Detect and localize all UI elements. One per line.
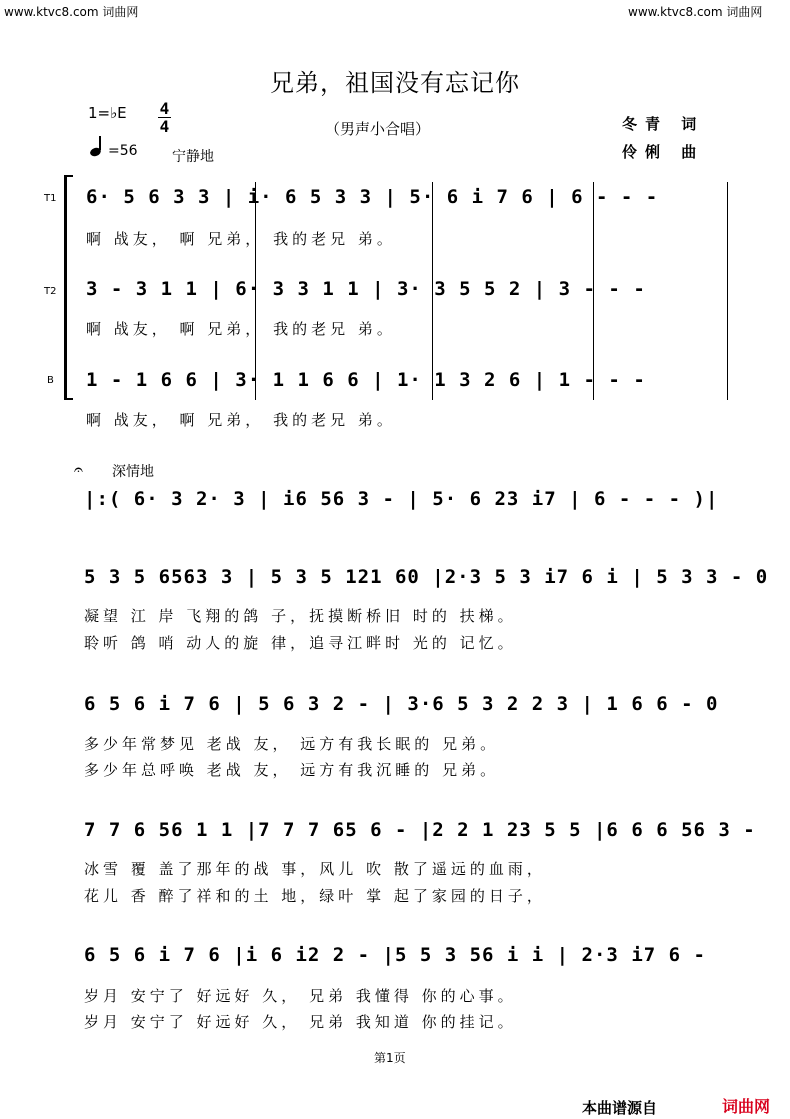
tempo-mark: =56 [108, 143, 138, 159]
part-label-t1: T1 [44, 193, 57, 204]
verse-line3-lyric-1: 冰雪 覆 盖了那年的战 事，风儿 吹 散了遥远的血雨， [84, 860, 546, 878]
source-note: 本曲谱源自 [582, 1099, 658, 1117]
b-notes: 1 - 1 6 6 | 3· 1 1 6 6 | 1· 1 3 2 6 | 1 - - - [86, 369, 646, 391]
song-title: 兄弟，祖国没有忘记你 [270, 69, 520, 97]
verse-line1-lyric-2: 聆听 鸽 哨 动人的旋 律，追寻江畔时 光的 记忆。 [84, 634, 517, 652]
verse-line3-lyric-2: 花儿 香 醉了祥和的土 地，绿叶 掌 起了家园的日子， [84, 887, 546, 905]
verse-line2-lyric-2: 多少年总呼唤 老战 友， 远方有我沉睡的 兄弟。 [84, 761, 500, 779]
barline-end [727, 182, 728, 400]
b-lyric: 啊 战友， 啊 兄弟， 我的老兄 弟。 [86, 411, 396, 429]
t2-notes: 3 - 3 1 1 | 6· 3 3 1 1 | 3· 3 5 5 2 | 3 - - - [86, 278, 646, 300]
verse-line2-lyric-1: 多少年常梦见 老战 友， 远方有我长眠的 兄弟。 [84, 735, 500, 753]
verse-line1-lyric-1: 凝望 江 岸 飞翔的鸽 子，抚摸断桥旧 时的 扶梯。 [84, 607, 517, 625]
verse-line3-notes: 7 7 6 56 1 1 |7 7 7 65 6 - |2 2 1 23 5 5 |6 6 6 56 3 - [84, 819, 756, 841]
intro-notes: |:( 6· 3 2· 3 | i6 56 3 - | 5· 6 23 i7 | 6 - - - )| [84, 488, 719, 510]
subtitle: （男声小合唱） [325, 120, 431, 138]
bracket-bottom-hook [64, 398, 73, 400]
verse-line4-lyric-2: 岁月 安宁了 好远好 久， 兄弟 我知道 你的挂记。 [84, 1013, 517, 1031]
verse-line2-notes: 6 5 6 i 7 6 | 5 6 3 2 - | 3·6 5 3 2 2 3 | 1 6 6 - 0 [84, 693, 719, 715]
t2-lyric: 啊 战友， 啊 兄弟， 我的老兄 弟。 [86, 320, 396, 338]
verse-line1-notes: 5 3 5 6563 3 | 5 3 5 121 60 |2·3 5 3 i7 6 i | 5 3 3 - 0 [84, 566, 769, 588]
watermark-right: www.ktvc8.com 词曲网 [628, 5, 763, 19]
key-signature: 1=♭E [88, 104, 127, 122]
composer-credit: 伶俐 曲 [622, 143, 705, 161]
verse-line4-notes: 6 5 6 i 7 6 |i 6 i2 2 - |5 5 3 56 i i | 2·3 i7 6 - [84, 944, 706, 966]
t1-lyric: 啊 战友， 啊 兄弟， 我的老兄 弟。 [86, 230, 396, 248]
time-signature [158, 101, 171, 134]
part-label-t2: T2 [44, 286, 57, 297]
quarter-note-stem [99, 136, 101, 150]
system-bracket [64, 175, 67, 400]
verse-line4-lyric-1: 岁月 安宁了 好远好 久， 兄弟 我懂得 你的心事。 [84, 987, 517, 1005]
watermark-left: www.ktvc8.com 词曲网 [4, 5, 139, 19]
expression-tender: 深情地 [112, 464, 154, 480]
page-number: 第1页 [374, 1051, 406, 1065]
part-label-b: B [47, 375, 54, 386]
expression-quiet: 宁静地 [172, 149, 214, 165]
time-top: 4 [159, 99, 170, 118]
time-bottom: 4 [159, 117, 170, 136]
site-logo: 词曲网 [720, 1093, 772, 1118]
bracket-top-hook [64, 175, 73, 177]
fermata-icon: 𝄐 [74, 460, 83, 479]
t1-notes: 6· 5 6 3 3 | i· 6 5 3 3 | 5· 6 i 7 6 | 6 - - - [86, 186, 659, 208]
lyricist-credit: 冬青 词 [622, 115, 705, 133]
